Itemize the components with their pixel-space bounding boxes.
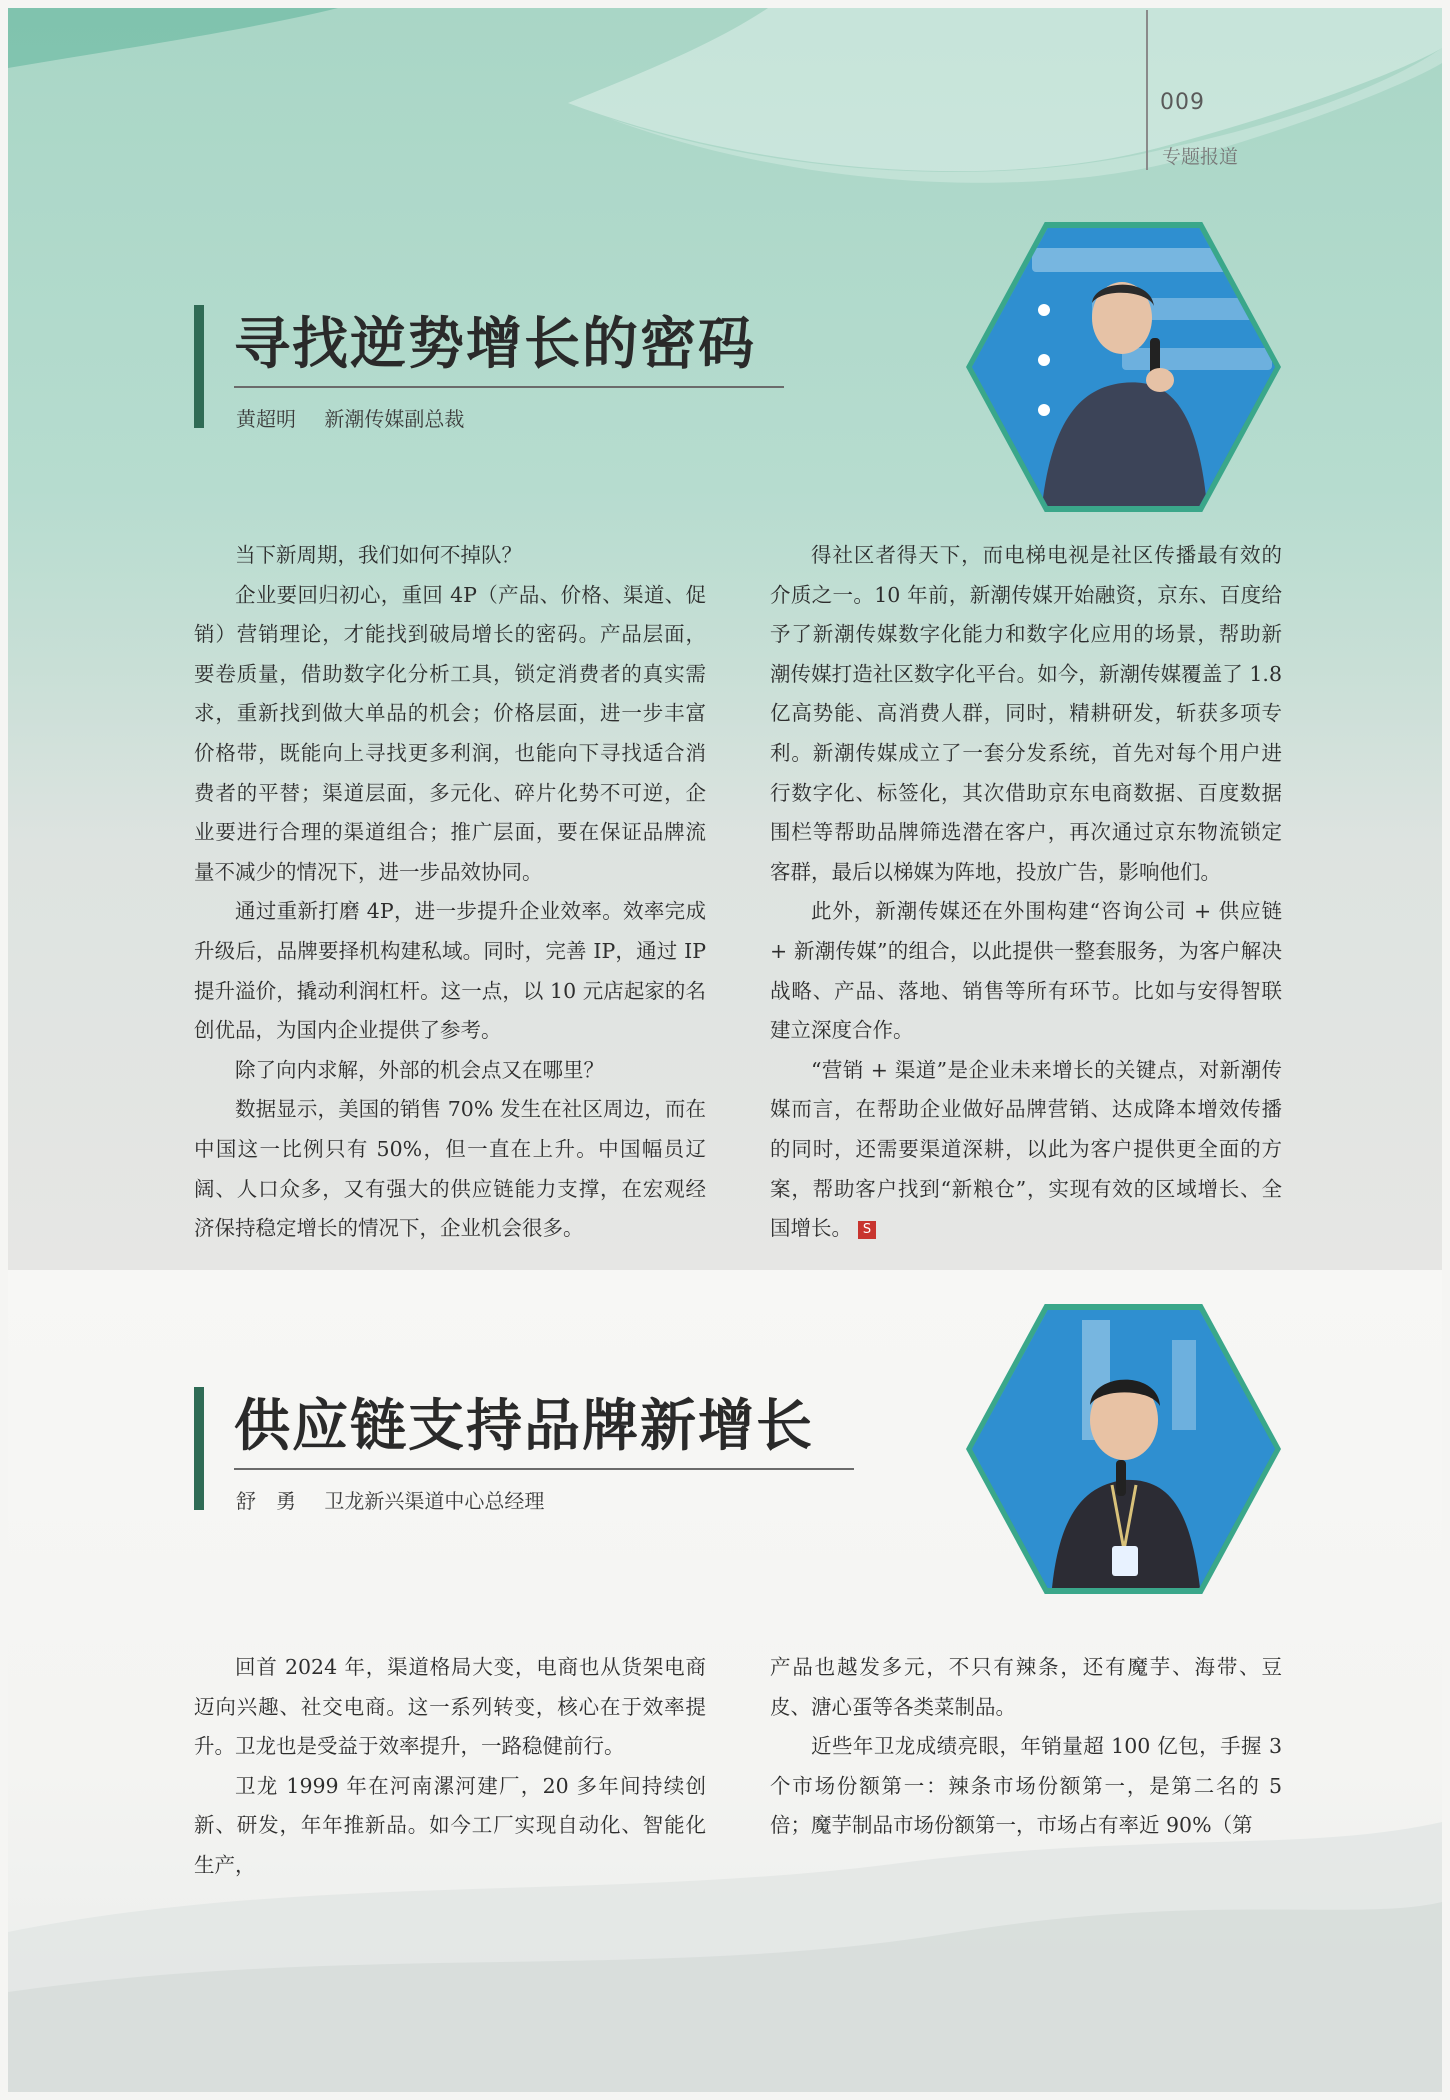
header-divider <box>1146 10 1148 170</box>
page-number: 009 <box>1160 90 1205 115</box>
article1-byline <box>236 403 464 432</box>
paragraph: 得社区者得天下，而电梯电视是社区传播最有效的介质之一。10 年前，新潮传媒开始融资，京东、百度给予了新潮传媒数字化能力和数字化应用的场景，帮助新潮传媒打造社区数字化平台。如今，新潮传媒覆盖了 1.8 亿高势能、高消费人群，同时，精耕研发，斩获多项专利。新潮传媒成立了一套分发系统，首先对每个用户进行数字化、标签化，其次借助京东电商数据、百度数据围栏等帮助品牌筛选潜在客户，再次通过京东物流锁定客群，最后以梯媒为阵地，投放广告，影响他们。 <box>770 543 1282 884</box>
author-role: 卫龙新兴渠道中心总经理 <box>324 1489 545 1513</box>
paragraph: 数据显示，美国的销售 70% 发生在社区周边，而在中国这一比例只有 50%，但一直在上升。中国幅员辽阔、人口众多，又有强大的供应链能力支撑，在宏观经济保持稳定增长的情况下，企业机会很多。 <box>194 1097 706 1241</box>
author-role: 新潮传媒副总裁 <box>324 407 465 431</box>
paragraph: 卫龙 1999 年在河南漯河建厂，20 多年间持续创新、研发，年年推新品。如今工厂实现自动化、智能化生产， <box>194 1773 706 1877</box>
paragraph: 回首 2024 年，渠道格局大变，电商也从货架电商迈向兴趣、社交电商。这一系列转变，核心在于效率提升。卫龙也是受益于效率提升，一路稳健前行。 <box>194 1655 706 1759</box>
paragraph <box>770 1051 1282 1249</box>
paragraph: 近些年卫龙成绩亮眼，年销量超 100 亿包，手握 3 个市场份额第一：辣条市场份额第一，是第二名的 5 倍；魔芋制品市场份额第一，市场占有率近 90%（第 <box>770 1734 1282 1838</box>
section-label: 专题报道 <box>1162 146 1239 168</box>
paragraph-continued: 产品也越发多元，不只有辣条，还有魔芋、海带、豆皮、溏心蛋等各类菜制品。 <box>770 1655 1282 1719</box>
article2-byline <box>236 1485 544 1514</box>
article1-title: 寻找逆势增长的密码 <box>234 311 756 377</box>
author-name: 舒 勇 <box>236 1489 296 1513</box>
article1-column-left <box>194 536 706 1249</box>
title-accent-bar <box>194 305 204 428</box>
paragraph-text: “营销 + 渠道”是企业未来增长的关键点，对新潮传媒而言，在帮助企业做好品牌营销、达成降本增效传播的同时，还需要渠道深耕，以此为客户提供更全面的方案，帮助客户找到“新粮仓”，实现有效的区域增长、全国增长。 <box>770 1057 1282 1241</box>
article2-title: 供应链支持品牌新增长 <box>234 1393 814 1459</box>
paragraph: 当下新周期，我们如何不掉队？ <box>235 543 522 567</box>
paragraph: 通过重新打磨 4P，进一步提升企业效率。效率完成升级后，品牌要择机构建私域。同时，完善 IP，通过 IP 提升溢价，撬动利润杠杆。这一点，以 10 元店起家的名创优品，为国内企业提供了参考。 <box>194 899 706 1043</box>
title-accent-bar <box>194 1387 204 1510</box>
title-underline <box>234 386 784 388</box>
decorative-curve <box>8 8 1442 228</box>
paragraph: 此外，新潮传媒还在外围构建“咨询公司 + 供应链 + 新潮传媒”的组合，以此提供一整套服务，为客户解决战略、产品、落地、销售等所有环节。比如与安得智联建立深度合作。 <box>770 899 1282 1043</box>
article1-column-right <box>770 536 1282 1249</box>
end-mark-icon: S <box>858 1221 876 1239</box>
paragraph: 除了向内求解，外部的机会点又在哪里？ <box>235 1057 604 1082</box>
article2-column-left <box>194 1648 706 1886</box>
title-underline <box>234 1468 854 1470</box>
paragraph: 企业要回归初心，重回 4P（产品、价格、渠道、促销）营销理论，才能找到破局增长的密码。产品层面，要卷质量，借助数字化分析工具，锁定消费者的真实需求，重新找到做大单品的机会；价格层面，进一步丰富价格带，既能向上寻找更多利润，也能向下寻找适合消费者的平替；渠道层面，多元化、碎片化势不可逆，企业要进行合理的渠道组合；推广层面，要在保证品牌流量不减少的情况下，进一步品效协同。 <box>194 582 706 884</box>
article2-column-right <box>770 1648 1282 1846</box>
author-name: 黄超明 <box>236 407 296 431</box>
